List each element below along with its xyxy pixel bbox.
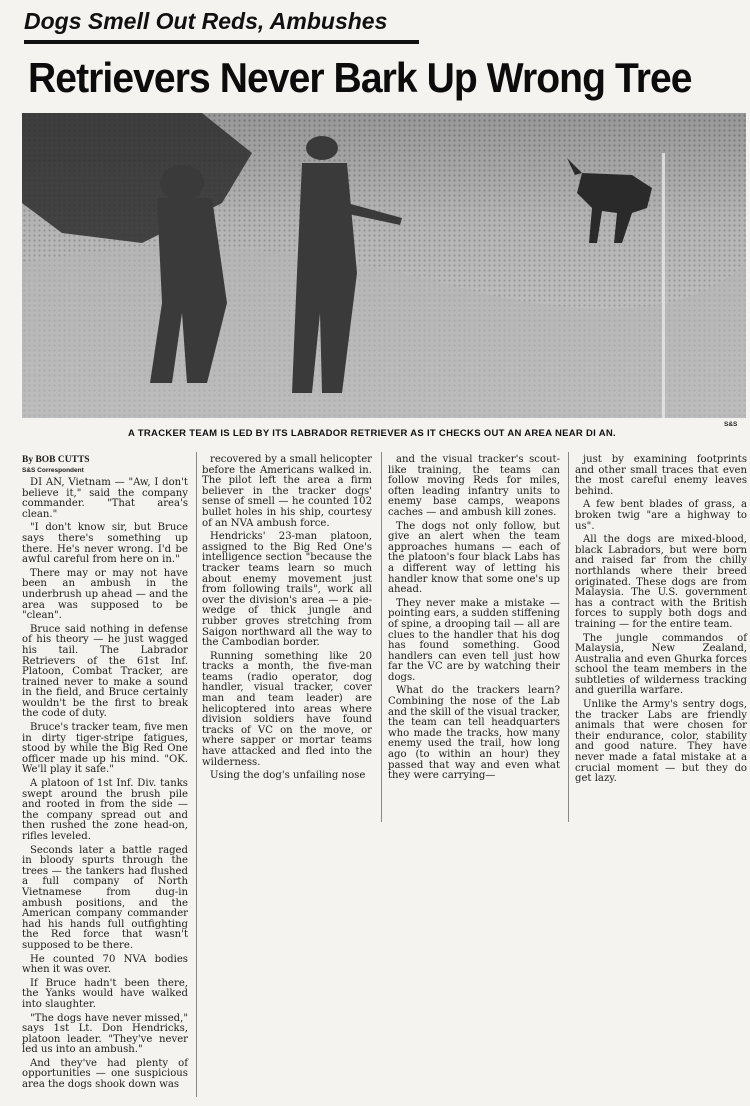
paragraph: There may or may not have been an ambush in the underbrush up ahead — and the area was supposed to be "clean".	[22, 567, 188, 622]
paragraph: "The dogs have never missed," says 1st Lt. Don Hendricks, platoon leader. "They've never led us into an ambush."	[22, 1012, 188, 1056]
paragraph: What do the trackers learn? Combining the nose of the Lab and the skill of the visual tracker, the team can tell headquarters who made the tracks, how many enemy used the trail, how long ago (to within an hour) they passed that way and even what they were carrying—	[388, 685, 560, 782]
column-rule	[196, 452, 197, 1097]
byline-title: S&S Correspondent	[22, 467, 84, 474]
paragraph: Seconds later a battle raged in bloody spurts through the trees — the tankers had flushed a full company of North Vietnamese from dug-in ambush positions, and the American company commander had his hands full outfighting the Red force that wasn't supposed to be there.	[22, 844, 188, 951]
paragraph: Running something like 20 tracks a month, the five-man teams (radio operator, dog handler, visual tracker, cover man and team leader) are helicoptered into areas where division soldiers have found tracks of VC on the move, or where sapper or mortar teams have attacked and fled into the wilderness.	[202, 650, 372, 768]
photo-caption: A TRACKER TEAM IS LED BY ITS LABRADOR RETRIEVER AS IT CHECKS OUT AN AREA NEAR DI AN.	[128, 428, 616, 439]
article-column-3	[388, 455, 560, 782]
paragraph: And they've had plenty of opportunities — one suspicious area the dogs shook down was	[22, 1057, 188, 1091]
paragraph: Unlike the Army's sentry dogs, the tracker Labs are friendly animals that were chosen for their endurance, color, stability and good nature. They have never made a fatal mistake at a crucial moment — but they do get lazy.	[575, 699, 747, 785]
paragraph: and the visual tracker's scout-like training, the teams can follow moving Reds for miles, often leading infantry units to enemy base camps, weapons caches — and ambush kill zones.	[388, 454, 560, 518]
paragraph: All the dogs are mixed-blood, black Labradors, but were born and raised far from the chilly northlands where their breed originated. These dogs are from Malaysia. The U.S. government has a contract with the British forces to supply both dogs and training — for the entire team.	[575, 534, 747, 630]
kicker-headline: Dogs Smell Out Reds, Ambushes	[24, 6, 419, 44]
paragraph: Bruce's tracker team, five men in dirty tiger-stripe fatigues, stood by while the Big Red One officer made up his mind. "OK. We'll play it safe."	[22, 722, 188, 776]
paragraph: A platoon of 1st Inf. Div. tanks swept around the brush pile and rooted in from the side — the company spread out and then rushed the zone head-on, rifles leveled.	[22, 778, 188, 842]
paragraph: The jungle commandos of Malaysia, New Zealand, Australia and even Ghurka forces school the team members in the subtleties of wilderness tracking and guerilla warfare.	[575, 632, 747, 697]
main-headline: Retrievers Never Bark Up Wrong Tree	[28, 54, 692, 101]
column-rule	[568, 452, 569, 822]
photo-credit: S&S	[724, 421, 738, 428]
article-column-2	[202, 455, 372, 782]
paragraph: recovered by a small helicopter before the Americans walked in. The pilot left the area a firm believer in the tracker dogs' sense of smell — he counted 102 bullet holes in his ship, courtesy of an NVA ambush force.	[202, 454, 372, 529]
paragraph: A few bent blades of grass, a broken twig "are a highway to us".	[575, 499, 747, 532]
column-rule	[381, 452, 382, 822]
article-column-4	[575, 455, 747, 785]
article-column-1	[22, 455, 188, 1091]
paragraph: "I don't know sir, but Bruce says there's something up there. He's never wrong. I'd be awful careful from here on in."	[22, 522, 188, 566]
paragraph: Hendricks' 23-man platoon, assigned to the Big Red One's intelligence section "because the tracker teams learn so much about enemy movement just from following trails", work all over the division's area — a pie-wedge of thick jungle and rubber groves stretching from Saigon northward all the way to the Cambodian border.	[202, 531, 372, 649]
paragraph: DI AN, Vietnam — "Aw, I don't believe it," said the company commander. "That area's clean."	[22, 477, 188, 520]
paragraph: If Bruce hadn't been there, the Yanks would have walked into slaughter.	[22, 977, 188, 1010]
paragraph: Using the dog's unfailing nose	[210, 770, 366, 782]
paragraph: just by examining footprints and other small traces that even the most careful enemy leaves behind.	[575, 454, 747, 497]
paragraph: Bruce said nothing in defense of his theory — he just wagged his tail. The Labrador Retrievers of the 61st Inf. Platoon, Combat Tracker, are trained never to make a sound in the field, and Bruce certainly wouldn't be the first to break the code of duty.	[22, 623, 188, 720]
paragraph: They never make a mistake — pointing ears, a sudden stiffening of spine, a drooping tail — all are clues to the handler that his dog has found something. Good handlers can even tell just how far the VC are by watching their dogs.	[388, 597, 560, 683]
paragraph: He counted 70 NVA bodies when it was over.	[22, 953, 188, 976]
byline: By BOB CUTTS	[22, 455, 90, 465]
tracker-team-photo	[22, 113, 746, 418]
paragraph: The dogs not only follow, but give an alert when the team approaches humans — each of the platoon's four black Labs has a different way of letting his handler know that some one's up ahead.	[388, 520, 560, 596]
